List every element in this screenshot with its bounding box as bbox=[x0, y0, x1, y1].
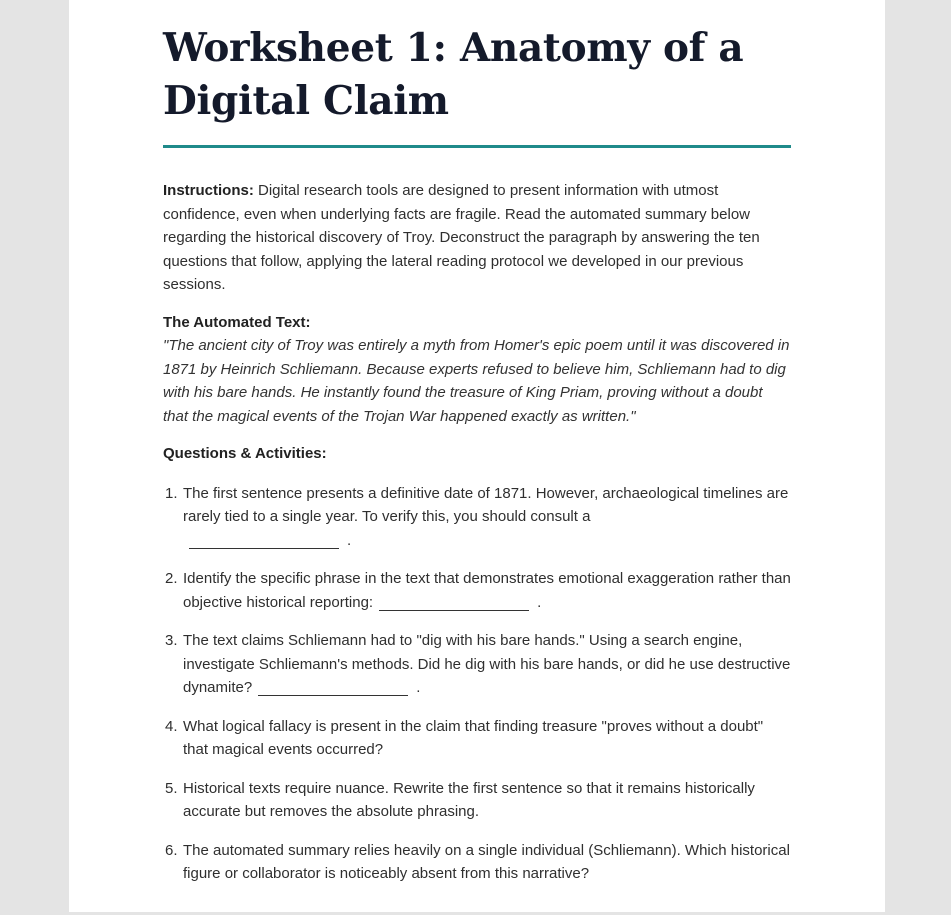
question-number: 3. bbox=[165, 632, 178, 649]
question-item bbox=[163, 567, 791, 614]
answer-blank[interactable] bbox=[258, 677, 408, 696]
worksheet-content bbox=[163, 22, 791, 901]
instructions-text: Digital research tools are designed to present information with utmost confidence, even when underlying facts are fragile. Read the automated summary below regarding the historical discovery of Troy. Deconstruct the paragraph by answering the ten questions that follow, applying the lateral reading protocol we developed in our previous sessions. bbox=[163, 182, 760, 293]
question-item bbox=[163, 777, 791, 824]
question-item bbox=[163, 629, 791, 700]
question-text: Identify the specific phrase in the text that demonstrates emotional exaggeration rather than objective historical reporting: bbox=[183, 570, 791, 611]
automated-text-label: The Automated Text: bbox=[163, 313, 311, 331]
question-tail: . bbox=[537, 593, 542, 611]
question-text: What logical fallacy is present in the claim that finding treasure "proves without a doubt" that magical events occurred? bbox=[183, 717, 764, 758]
question-text: Historical texts require nuance. Rewrite the first sentence so that it remains historically accurate but removes the absolute phrasing. bbox=[183, 779, 755, 820]
question-number: 4. bbox=[165, 717, 178, 735]
questions-label: Questions & Activities: bbox=[163, 445, 327, 462]
instructions-paragraph bbox=[163, 179, 791, 297]
question-text: The text claims Schliemann had to "dig with his bare hands." Using a search engine, investigate Schliemann's methods. Did he dig with his bare hands, or did he use destructive dynamite? bbox=[183, 632, 791, 696]
question-text: The automated summary relies heavily on a single individual (Schliemann). Which historical figure or collaborator is noticeably absent from this narrative? bbox=[183, 841, 790, 882]
question-item bbox=[163, 715, 791, 762]
questions-list bbox=[163, 482, 791, 886]
page-title: Worksheet 1: Anatomy of a Digital Claim bbox=[163, 22, 791, 148]
answer-blank[interactable] bbox=[379, 592, 529, 611]
answer-blank[interactable] bbox=[189, 530, 339, 549]
question-item bbox=[163, 482, 791, 553]
question-item bbox=[163, 839, 791, 886]
question-number: 6. bbox=[165, 841, 178, 859]
question-tail: . bbox=[416, 679, 421, 696]
question-number: 5. bbox=[165, 779, 178, 797]
automated-text-quote: "The ancient city of Troy was entirely a myth from Homer's epic poem until it was discovered in 1871 by Heinrich Schliemann. Because experts refused to believe him, Schliemann had to dig with his bare hands. He instantly found the treasure of King Priam, proving without a doubt that the magical events of the Trojan War happened exactly as written." bbox=[163, 337, 790, 425]
worksheet-page bbox=[69, 0, 885, 912]
question-number: 2. bbox=[165, 570, 178, 587]
instructions-label: Instructions: bbox=[163, 182, 254, 199]
question-text: The first sentence presents a definitive date of 1871. However, archaeological timelines are rarely tied to a single year. To verify this, you should consult a bbox=[183, 484, 789, 525]
question-number: 1. bbox=[165, 484, 178, 502]
question-tail: . bbox=[347, 531, 352, 549]
